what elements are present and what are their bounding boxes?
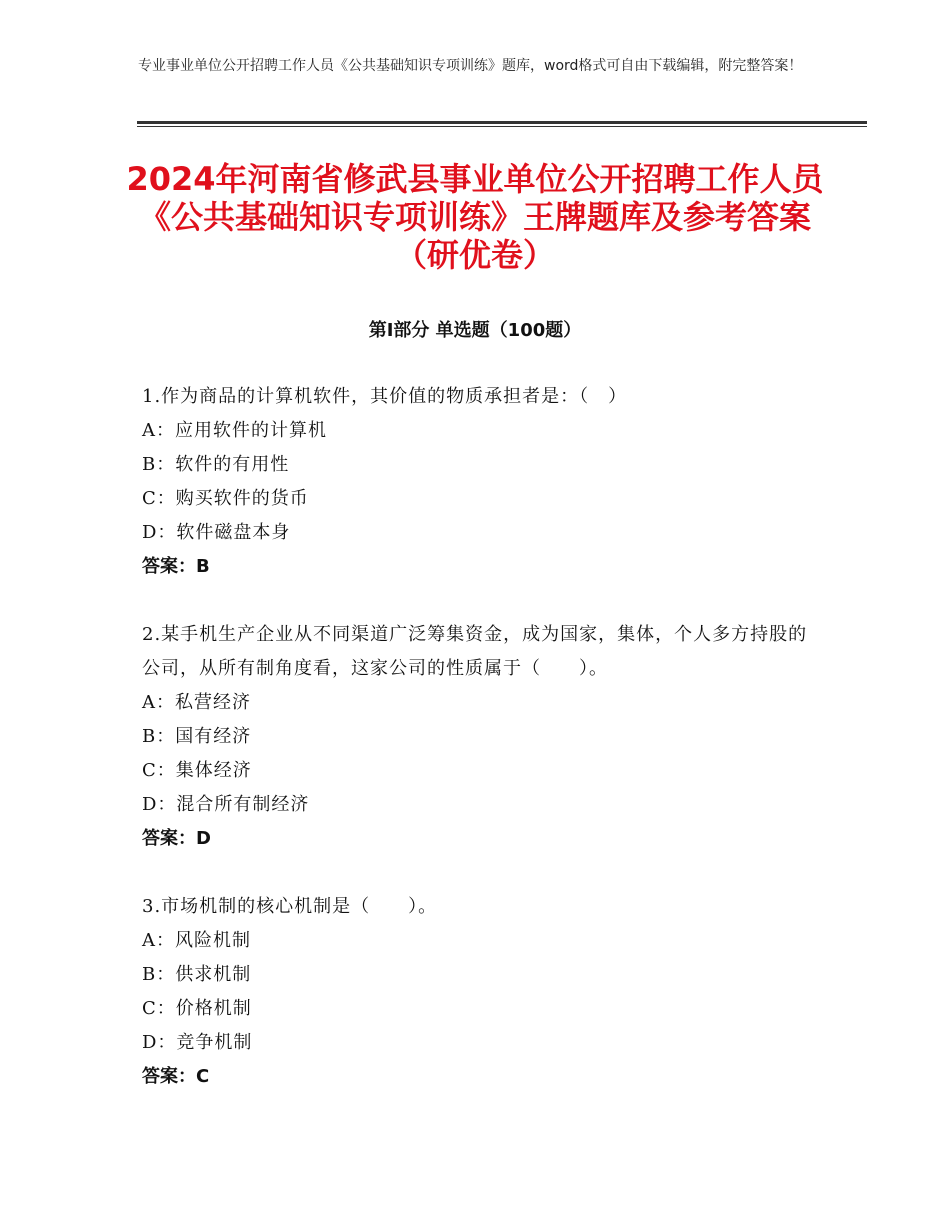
option-a: A：风险机制 — [142, 930, 251, 951]
option-b: B：国有经济 — [142, 726, 252, 747]
option-d: D：竞争机制 — [142, 1032, 253, 1053]
option-d: D：混合所有制经济 — [142, 794, 310, 815]
question-1 — [142, 380, 822, 584]
option-c: C：购买软件的货币 — [142, 488, 309, 509]
option-a: A：私营经济 — [142, 692, 251, 713]
question-2 — [142, 618, 822, 856]
header-note: 专业事业单位公开招聘工作人员《公共基础知识专项训练》题库，word格式可自由下载编辑，附完整答案！ — [138, 58, 803, 74]
document-title: 2024年河南省修武县事业单位公开招聘工作人员《公共基础知识专项训练》王牌题库及参考答案（研优卷） — [126, 160, 824, 274]
question-3 — [142, 890, 822, 1094]
answer: 答案：C — [142, 1066, 210, 1087]
option-b: B：供求机制 — [142, 964, 252, 985]
option-c: C：集体经济 — [142, 760, 252, 781]
option-a: A：应用软件的计算机 — [142, 420, 327, 441]
option-b: B：软件的有用性 — [142, 454, 290, 475]
question-stem: 3.市场机制的核心机制是（ ）。 — [142, 896, 438, 917]
question-stem: 1.作为商品的计算机软件，其价值的物质承担者是：（ ） — [142, 386, 628, 407]
question-stem: 2.某手机生产企业从不同渠道广泛筹集资金，成为国家，集体，个人多方持股的公司，从所有制角度看，这家公司的性质属于（ ）。 — [142, 624, 808, 679]
answer: 答案：B — [142, 556, 210, 577]
question-list — [142, 380, 822, 1128]
header-divider — [137, 121, 867, 127]
section-heading: 第Ⅰ部分 单选题（100题） — [368, 320, 582, 341]
option-c: C：价格机制 — [142, 998, 252, 1019]
answer: 答案：D — [142, 828, 211, 849]
option-d: D：软件磁盘本身 — [142, 522, 291, 543]
